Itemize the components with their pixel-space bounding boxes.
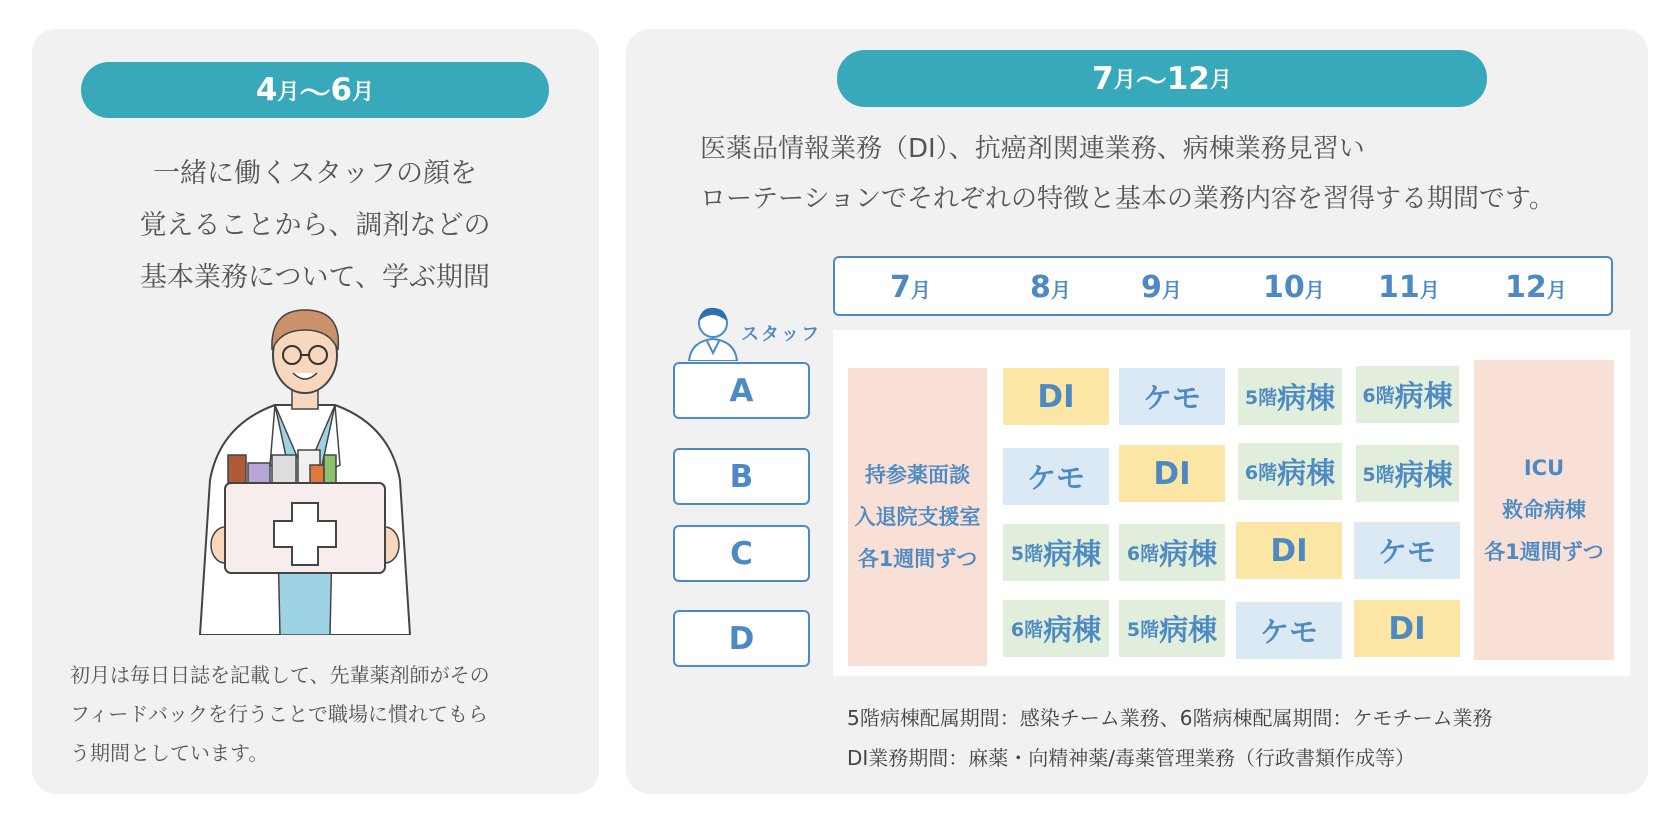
month-header [833,256,1613,316]
lead-line: 基本業務について、学ぶ期間 [140,262,490,293]
lead-line: 一緒に働くスタッフの顔を [153,158,477,189]
period-wave: 〜 [1135,64,1167,100]
rotation-b-nov: 5階 病棟 [1356,445,1459,502]
period-end: 12 [1166,60,1210,97]
rotation-a-sep: ケモ [1119,368,1225,425]
staff-box-a: A [673,362,810,419]
staff-box-b: B [673,448,810,505]
rotation-a-oct: 5階 病棟 [1238,368,1342,425]
rotation-d-nov: DI [1354,600,1460,657]
rotation-b-aug: ケモ [1003,448,1109,505]
rotation-b-oct: 6階 病棟 [1238,443,1342,500]
rotation-c-nov: ケモ [1354,522,1460,579]
month-label-12: 12月 [1505,270,1567,305]
staff-box-d: D [673,610,810,667]
staff-person-icon [683,303,743,361]
rotation-d-aug: 6階 病棟 [1003,600,1109,657]
note-line: フィードバックを行うことで職場に慣れてもら [70,702,488,726]
month-label-7: 7月 [890,270,931,305]
month-label-9: 9月 [1141,270,1182,305]
period-unit: 月 [277,79,300,105]
rotation-a-nov: 6階 病棟 [1356,366,1459,423]
period-start: 4 [255,72,278,108]
footnotes [847,698,1607,778]
block-line: 各1週間ずつ [857,547,978,571]
footnote-line: DI業務期間：麻薬・向精神薬/毒薬管理業務（行政書類作成等） [847,746,1416,770]
rotation-d-oct: ケモ [1236,602,1342,659]
block-line: 入退院支援室 [854,505,981,529]
footnote-line: 5階病棟配属期間：感染チーム業務、6階病棟配属期間：ケモチーム業務 [847,706,1493,730]
lead-line: ローテーションでそれぞれの特徴と基本の業務内容を習得する期間です。 [700,184,1555,214]
period-start: 7 [1092,60,1114,97]
month-label-10: 10月 [1263,270,1325,305]
rotation-c-oct: DI [1236,522,1342,579]
staff-label: スタッフ [741,324,821,345]
left-lead-text [60,148,570,304]
period-pill-jul-dec [837,50,1487,107]
staff-box-c: C [673,525,810,582]
rotation-d-sep: 5階 病棟 [1119,600,1225,657]
rotation-c-aug: 5階 病棟 [1003,524,1109,581]
pharmacist-illustration [180,305,430,635]
note-line: う期間としています。 [70,741,269,765]
rotation-a-aug: DI [1003,368,1109,425]
month-label-8: 8月 [1030,270,1071,305]
period-unit: 月 [1209,68,1232,93]
period-end: 6 [330,72,353,108]
period-unit: 月 [1113,68,1136,93]
period-unit: 月 [352,79,375,105]
month-label-11: 11月 [1378,270,1440,305]
block-line: 持参薬面談 [865,463,970,487]
lead-line: 医薬品情報業務（DI）、抗癌剤関連業務、病棟業務見習い [700,134,1365,164]
period-wave: 〜 [299,75,331,112]
block-line: 各1週間ずつ [1484,540,1604,564]
december-icu-block [1474,360,1614,660]
rotation-b-sep: DI [1119,445,1225,502]
block-line: 救命病棟 [1502,498,1586,522]
right-lead-text [700,124,1620,224]
july-orientation-block [848,368,987,666]
note-line: 初月は毎日日誌を記載して、先輩薬剤師がその [70,663,490,687]
lead-line: 覚えることから、調剤などの [139,210,491,241]
left-note [70,656,550,773]
rotation-c-sep: 6階 病棟 [1119,524,1225,581]
block-line: ICU [1523,456,1565,480]
period-pill-apr-jun [81,62,549,118]
